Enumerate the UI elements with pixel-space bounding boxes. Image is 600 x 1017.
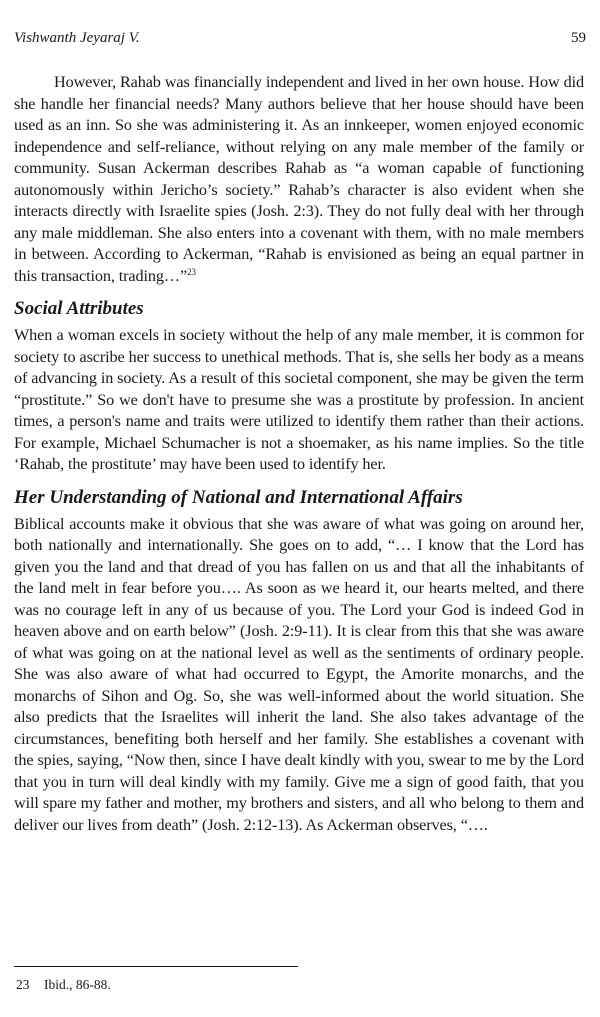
footnote-number: 23 [16,977,30,992]
footnote-reference: 23 [187,266,196,277]
page-header [14,30,586,50]
footnote [16,977,111,993]
section-heading-social-attributes: Social Attributes [14,298,144,319]
page-number: 59 [571,30,586,46]
page-body [14,72,584,836]
paragraph-text: However, Rahab was financially independent and lived in her own house. How did she handle her financial needs? Many authors believe that her house should have been used as an inn. So she was administering it. As an innkeeper, women enjoyed economic independence and self-reliance, without relying on any male member of the family or community. Susan Ackerman describes Rahab as “a woman capable of functioning autonomously within Jericho’s society.” Rahab’s character is also evident when she interacts directly with Israelite spies (Josh. 2:3). They do not fully deal with her through any male middleman. She also enters into a covenant with them, with no male members in between. According to Ackerman, “Rahab is envisioned as being an equal partner in this transaction, trading…” [14,73,584,285]
footnote-text: Ibid., 86-88. [44,977,111,992]
paragraph-rahab-independence [14,72,584,287]
running-head: Vishwanth Jeyaraj V. [14,30,140,46]
footnote-divider [14,966,298,967]
section-heading-national-affairs: Her Understanding of National and International Affairs [14,486,463,508]
paragraph-social-attributes: When a woman excels in society without the help of any male member, it is common for society to ascribe her success to unethical methods. That is, she sells her body as a means of advancing in society. As a result of this societal component, she may be given the term “prostitute.” So we don't have to presume she was a prostitute by profession. In ancient times, a person's name and traits were utilized to identify them rather than their actions. For example, Michael Schumacher is not a shoemaker, as his name implies. So the title ‘Rahab, the prostitute’ may have been used to identify her. [14,326,584,473]
paragraph-national-affairs: Biblical accounts make it obvious that she was aware of what was going on around her, both nationally and internationally. She goes on to add, “… I know that the Lord has given you the land and that dread of you has fallen on us and that all the inhabitants of the land melt in fear before you…. As soon as we heard it, our hearts melted, and there was no courage left in any of us because of you. The Lord your God is indeed God in heaven above and on earth below” (Josh. 2:9-11). It is clear from this that she was aware of what was going on at the national level as well as the sentiments of ordinary people. She was also aware of what had occurred to Egypt, the Amorite monarchs, and the monarchs of Sihon and Og. So, she was well-informed about the world situation. She also predicts that the Israelites will inherit the land. She also takes advantage of the circumstances, benefiting both herself and her family. She establishes a covenant with the spies, saying, “Now then, since I have dealt kindly with you, swear to me by the Lord that you in turn will deal kindly with my family. Give me a sign of good faith, that you will spare my father and mother, my brothers and sisters, and all who belong to them and deliver our lives from death” (Josh. 2:12-13). As Ackerman observes, “…. [14,514,584,834]
